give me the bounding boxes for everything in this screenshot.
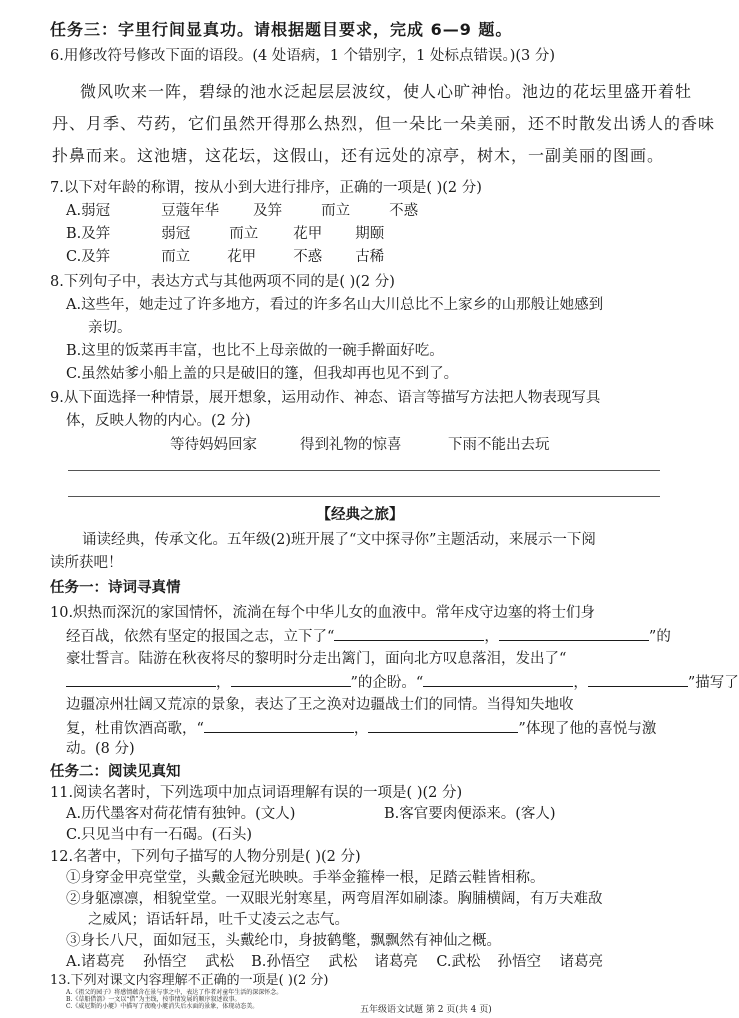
q7-option-c-item: 及笄 bbox=[81, 249, 111, 265]
q8-option-b: B.这里的饭菜再丰富，也比不上母亲做的一碗手擀面好吃。 bbox=[66, 343, 444, 359]
classics-title: 【经典之旅】 bbox=[316, 507, 404, 523]
q9-scene-2: 得到礼物的惊喜 bbox=[300, 437, 402, 453]
q7-option-c-item: 花甲 bbox=[227, 249, 257, 265]
q10-line-1: 10.炽热而深沉的家国情怀，流淌在每个中华儿女的血液中。常年戍守边塞的将士们身 bbox=[50, 605, 596, 621]
q7-option-a-item: 豆蔻年华 bbox=[161, 203, 220, 219]
q10-line-3: 豪壮誓言。陆游在秋夜将尽的黎明时分走出篱门，面向北方叹息落泪，发出了“ bbox=[66, 651, 567, 667]
q13-option-b: B.《草船借箭》一文以“借”为主线，按事情发展的顺序叙述故事。 bbox=[66, 996, 241, 1003]
q12-option-item: 武松 bbox=[205, 954, 235, 970]
q7-option-c-label: C. bbox=[66, 249, 82, 265]
q12-option-item: 诸葛亮 bbox=[81, 954, 125, 970]
q9-scene-1: 等待妈妈回家 bbox=[170, 437, 257, 453]
q7-option-a-item: 及笄 bbox=[253, 203, 283, 219]
q8-option-a-line-1: A.这些年，她走过了许多地方，看过的许多名山大川总比不上家乡的山那般让她感到 bbox=[66, 297, 604, 313]
q7-option-c-item: 而立 bbox=[161, 249, 191, 265]
q10-text: ， bbox=[573, 675, 588, 691]
q12-stem: 12.名著中，下列句子描写的人物分别是( )(2 分) bbox=[50, 849, 361, 865]
q6-passage-line-2: 丹、月季、芍药，它们虽然开得那么热烈，但一朵比一朵美丽，还不时散发出诱人的香味 bbox=[52, 114, 716, 133]
q10-text: ， bbox=[484, 629, 499, 645]
q6-passage-line-3: 扑鼻而来。这池塘，这花坛，这假山，还有远处的凉亭，树木，一副美丽的图画。 bbox=[52, 146, 665, 165]
q12-option-item: 孙悟空 bbox=[143, 954, 187, 970]
q12-option-item: 诸葛亮 bbox=[374, 954, 418, 970]
q12-option-a-label: A. bbox=[66, 954, 82, 970]
q7-option-c-item: 不惑 bbox=[293, 249, 323, 265]
page-footer: 五年级语文试题 第 2 页(共 4 页) bbox=[360, 1005, 492, 1015]
q9-stem-line-1: 9.从下面选择一种情景，展开想象，运用动作、神态、语言等描写方法把人物表现写具 bbox=[50, 390, 601, 406]
task1-heading: 任务一：诗词寻真情 bbox=[50, 580, 181, 596]
q12-sentence-2-line-1: ②身躯凛凛，相貌堂堂。一双眼光射寒星，两弯眉浑如刷漆。胸脯横阔，有万夫难敌 bbox=[66, 891, 603, 907]
q7-option-b-item: 而立 bbox=[229, 226, 259, 242]
q13-option-a: A.《祖父的园子》将感情蕴含在景与事之中，表达了作者对童年生活的深深怀念。 bbox=[66, 989, 283, 996]
q7-stem: 7.以下对年龄的称谓，按从小到大进行排序，正确的一项是( )(2 分) bbox=[50, 180, 482, 196]
q7-option-b-label: B. bbox=[66, 226, 82, 242]
q10-text: ”描写了 bbox=[687, 675, 739, 691]
q8-option-a-line-2: 亲切。 bbox=[88, 320, 132, 336]
q6-passage-line-1: 微风吹来一阵，碧绿的池水泛起层层波纹，使人心旷神怡。池边的花坛里盛开着牡 bbox=[80, 82, 693, 101]
q12-option-item: 孙悟空 bbox=[497, 954, 542, 970]
q12-sentence-3: ③身长八尺，面如冠玉，头戴纶巾，身披鹤氅，飘飘然有神仙之概。 bbox=[66, 933, 501, 949]
q8-option-c: C.虽然姑爹小船上盖的只是破旧的篷，但我却再也见不到了。 bbox=[66, 366, 459, 382]
q10-blank-2[interactable] bbox=[499, 626, 649, 641]
q12-option-b-label: B. bbox=[251, 954, 267, 970]
q10-text: ”的企盼。“ bbox=[350, 675, 424, 691]
q10-line-5: 边疆凉州壮阔又荒凉的景象，表达了王之涣对边疆战士们的同情。当得知失地收 bbox=[66, 697, 574, 713]
q7-option-b-item: 及笄 bbox=[81, 226, 111, 242]
q10-line-6 bbox=[66, 718, 656, 739]
q9-answer-line-2[interactable] bbox=[68, 496, 660, 497]
q12-option-item: 诸葛亮 bbox=[559, 954, 604, 970]
q10-blank-1[interactable] bbox=[334, 626, 484, 641]
q9-stem-line-2: 体，反映人物的内心。(2 分) bbox=[66, 413, 251, 429]
q9-answer-line-1[interactable] bbox=[68, 470, 660, 471]
q11-stem: 11.阅读名著时，下列选项中加点词语理解有误的一项是( )(2 分) bbox=[50, 785, 463, 801]
q12-option-item: 武松 bbox=[451, 954, 481, 970]
q7-option-c bbox=[66, 247, 384, 267]
q10-line-4 bbox=[66, 672, 739, 693]
q10-blank-4[interactable] bbox=[231, 672, 351, 687]
q10-text: ， bbox=[216, 675, 231, 691]
q10-text: 经百战，依然有坚定的报国之志，立下了“ bbox=[66, 629, 335, 645]
classics-intro-line-2: 读所获吧！ bbox=[50, 555, 123, 571]
q10-blank-8[interactable] bbox=[368, 718, 518, 733]
q11-option-c: C.只见当中有一石碣。(石头) bbox=[66, 827, 252, 843]
q8-stem: 8.下列句子中，表达方式与其他两项不同的是( )(2 分) bbox=[50, 274, 395, 290]
q7-option-b-item: 花甲 bbox=[293, 226, 323, 242]
classics-intro-line-1: 诵读经典，传承文化。五年级(2)班开展了“文中探寻你”主题活动，来展示一下阅 bbox=[82, 532, 596, 548]
q7-option-a-label: A. bbox=[66, 203, 82, 219]
q13-stem: 13.下列对课文内容理解不正确的一项是( )(2 分) bbox=[50, 973, 329, 988]
q7-option-a-item: 不惑 bbox=[389, 203, 419, 219]
task3-heading: 任务三：字里行间显真功。请根据题目要求，完成 6—9 题。 bbox=[50, 20, 513, 39]
q10-blank-6[interactable] bbox=[588, 672, 688, 687]
q7-option-b bbox=[66, 224, 384, 244]
q7-option-c-item: 古稀 bbox=[355, 249, 385, 265]
q12-options bbox=[66, 952, 603, 972]
q11-option-a: A.历代墨客对荷花情有独钟。(文人) bbox=[66, 806, 296, 822]
q7-option-b-item: 期颐 bbox=[355, 226, 385, 242]
task2-heading: 任务二：阅读见真知 bbox=[50, 764, 181, 780]
q12-option-c-label: C. bbox=[436, 954, 452, 970]
q6-stem: 6.用修改符号修改下面的语段。(4 处语病，1 个错别字，1 处标点错误。)(3 分) bbox=[50, 48, 556, 64]
q11-option-b: B.客官要肉便添来。(客人) bbox=[384, 806, 556, 822]
q7-option-a bbox=[66, 201, 418, 221]
q10-text: ”的 bbox=[648, 629, 671, 645]
q10-line-7: 动。(8 分) bbox=[66, 741, 135, 757]
q7-option-b-item: 弱冠 bbox=[161, 226, 191, 242]
q10-text: ， bbox=[353, 721, 369, 737]
q10-blank-5[interactable] bbox=[423, 672, 573, 687]
q12-option-item: 孙悟空 bbox=[266, 954, 310, 970]
q10-text: 复，杜甫饮酒高歌，“ bbox=[66, 721, 204, 737]
q9-scene-3: 下雨不能出去玩 bbox=[448, 437, 550, 453]
q10-blank-3[interactable] bbox=[66, 672, 216, 687]
q12-sentence-2-line-2: 之威风；语话轩昂，吐千丈凌云之志气。 bbox=[88, 912, 349, 928]
q7-option-a-item: 弱冠 bbox=[81, 203, 111, 219]
q7-option-a-item: 而立 bbox=[321, 203, 351, 219]
q10-line-2 bbox=[66, 626, 671, 647]
q12-sentence-1: ①身穿金甲亮堂堂，头戴金冠光映映。手举金箍棒一根，足踏云鞋皆相称。 bbox=[66, 870, 545, 886]
q10-text: ”体现了他的喜悦与激 bbox=[518, 721, 657, 737]
q12-option-item: 武松 bbox=[328, 954, 358, 970]
q10-blank-7[interactable] bbox=[204, 718, 354, 733]
q13-option-c: C.《威尼斯的小艇》中描写了夜晚小艇消失后水面的景象，体现动态美。 bbox=[66, 1003, 259, 1010]
